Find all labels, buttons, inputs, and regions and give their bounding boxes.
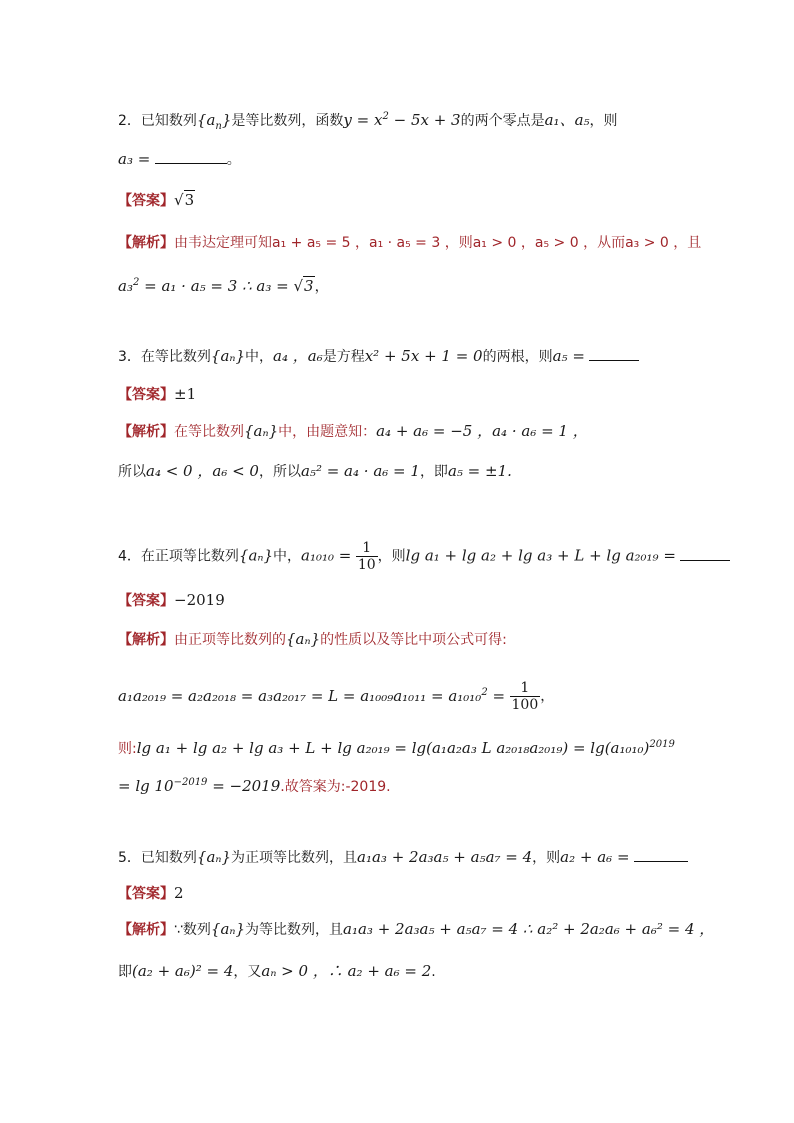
q4-math2: lg a₁ + lg a₂ + lg a₃ + L + lg a₂₀₁₉ = — [405, 546, 676, 565]
q5-expl2-math2: aₙ > 0 ，∴ a₂ + a₆ = 2 — [261, 962, 432, 980]
q4-expl2-math: a₁a₂₀₁₉ = a₂a₂₀₁₈ = a₃a₂₀₁₇ = L = a₁₀₀₉a₁₀₁₁ = a₁₀₁₀$^2$ = — [118, 686, 506, 705]
q4-prefix: 4．在正项等比数列 — [118, 548, 239, 565]
q3-expl2-math2: a₅² = a₄ · a₆ = 1 — [300, 462, 420, 480]
q2-answer-label: 【答案】 — [118, 193, 174, 209]
q4-expl2-fraction: $\frac{1}{100}$ — [511, 680, 539, 713]
q5-answer-label: 【答案】 — [118, 886, 174, 902]
q4-answer-value: −2019 — [174, 591, 225, 609]
q2-line2-end: 。 — [226, 152, 241, 168]
q3-seq: {aₙ} — [210, 347, 246, 365]
q3-expl2-math3: a₅ = ±1. — [447, 462, 512, 480]
q4-text2: ，则 — [377, 548, 406, 565]
q2-expl-line1: 由韦达定理可知a₁ + a₅ = 5 ，a₁ · a₅ = 3 ，则a₁ > 0 ，a₅ > 0 ，从而a₃ > 0 ，且 — [174, 235, 702, 251]
q4-explanation-line4 — [118, 772, 391, 798]
q5-text2: ，则 — [532, 850, 561, 866]
q4-text1: 中， — [273, 548, 302, 565]
q5-seq: {aₙ} — [196, 848, 232, 866]
q4-expl2-end: ， — [540, 688, 555, 705]
q4-seq: {aₙ} — [238, 546, 274, 565]
q2-expl-label: 【解析】 — [118, 235, 174, 251]
q4-expl4-end: .故答案为:-2019. — [280, 779, 391, 795]
q3-text3: 的两根，则 — [482, 349, 553, 365]
q4-explanation-line3 — [118, 734, 675, 760]
q4-answer — [118, 589, 225, 612]
q4-expl4-math: = $\lg 10^{-2019} = -2019$ — [118, 777, 281, 795]
q2-expl-line2: a₃$^2$ = a₁ · a₅ = 3 ∴ a₃ = √3 — [118, 277, 314, 295]
q2-text3: ，则 — [589, 113, 618, 129]
q4-math1: a₁₀₁₀ = — [301, 546, 352, 565]
q3-expl2-text3: ，即 — [419, 464, 448, 480]
q4-expl-text1: 由正项等比数列的 — [174, 632, 286, 648]
q3-expl-seq: {aₙ} — [244, 422, 279, 440]
q2-line1 — [118, 106, 618, 138]
q5-expl2-text2: ，又 — [233, 964, 262, 980]
q3-expl2-text1: 所以 — [118, 464, 146, 480]
q3-answer-value: ±1 — [174, 385, 197, 403]
q5-expl2-text1: 即 — [118, 964, 132, 980]
q5-expl2-math1: (a₂ + a₆)² = 4 — [132, 962, 234, 980]
q4-expl-text2: 的性质以及等比中项公式可得: — [320, 632, 507, 648]
q4-explanation-line1 — [118, 628, 507, 651]
q5-expl-math: a₁a₃ + 2a₃a₅ + a₅a₇ = 4 ∴ a₂² + 2a₂a₆ + a₆² = 4 ， — [343, 920, 715, 938]
q5-math1: a₁a₃ + 2a₃a₅ + a₅a₇ = 4 — [357, 848, 533, 866]
q3-expl2-text2: ，所以 — [258, 464, 301, 480]
q2-seq: $\{a_n\}$ — [196, 111, 232, 132]
q2-answer-value: √3 — [174, 191, 195, 209]
q4-answer-label: 【答案】 — [118, 593, 174, 609]
q3-prefix: 3．在等比数列 — [118, 349, 211, 365]
q3-answer-label: 【答案】 — [118, 387, 174, 403]
q3-math1: a₄ ，a₆ — [273, 347, 323, 365]
q4-expl3-text: 则: — [118, 741, 137, 757]
q3-explanation-line1 — [118, 420, 588, 443]
q2-line2 — [118, 148, 241, 171]
q2-func: $y = x^2 - 5x + 3$ — [343, 111, 461, 129]
q2-prefix: 2．已知数列 — [118, 113, 197, 129]
q3-text1: 中， — [245, 349, 274, 365]
q5-expl-text2: 为等比数列，且 — [245, 922, 344, 938]
q5-explanation-line2 — [118, 960, 436, 983]
q3-expl-label: 【解析】 — [118, 424, 174, 440]
q2-explanation-line1 — [118, 232, 701, 254]
q4-expl-label: 【解析】 — [118, 632, 174, 648]
q4-line1 — [118, 540, 730, 573]
q3-expl-math: a₄ + a₆ = −5 ，a₄ · a₆ = 1 ， — [376, 422, 588, 440]
q4-expl3-math: lg a₁ + lg a₂ + lg a₃ + L + lg a₂₀₁₉ = lg(a₁a₂a₃ L $a_{2018}a_{2019}) = \lg(a_{1010})^{2019}$ — [136, 739, 675, 757]
q2-text1: 是等比数列，函数 — [231, 113, 344, 129]
q3-equation: x² + 5x + 1 = 0 — [364, 347, 483, 365]
q2-roots: a₁、a₅ — [544, 111, 590, 129]
q3-expl-text2: 中，由题意知： — [278, 424, 377, 440]
q3-answer-blank — [589, 346, 639, 361]
q2-answer — [118, 189, 195, 212]
q5-expl-label: 【解析】 — [118, 922, 174, 938]
q5-line1 — [118, 846, 688, 869]
q2-answer-blank — [155, 149, 227, 164]
q5-expl2-end: . — [431, 964, 436, 980]
q3-explanation-line2 — [118, 460, 512, 483]
q3-math2: a₅ = — [552, 347, 585, 365]
q3-text2: 是方程 — [322, 349, 365, 365]
q4-expl-seq: {aₙ} — [286, 630, 321, 648]
q3-answer — [118, 383, 196, 406]
q4-explanation-line2 — [118, 680, 554, 713]
q5-explanation-line1 — [118, 918, 714, 941]
q2-explanation-line2: a₃$^2$ = a₁ · a₅ = 3 ∴ a₃ = √3， — [118, 277, 329, 295]
q3-expl-text1: 在等比数列 — [174, 424, 244, 440]
q4-fraction: $\frac{1}{10}$ — [357, 540, 376, 573]
q5-text1: 为正项等比数列，且 — [231, 850, 358, 866]
q5-expl-seq: {aₙ} — [210, 920, 246, 938]
q2-line2-math: a₃ = — [118, 150, 151, 168]
q5-answer-value: 2 — [174, 884, 184, 902]
q3-line1 — [118, 345, 639, 368]
q5-math2: a₂ + a₆ = — [560, 848, 630, 866]
q3-expl2-math1: a₄ < 0 ，a₆ < 0 — [146, 462, 259, 480]
q5-expl-text1: ∵数列 — [174, 922, 211, 938]
q5-answer — [118, 882, 184, 905]
q2-text2: 的两个零点是 — [460, 113, 545, 129]
q4-answer-blank — [680, 546, 730, 561]
q5-answer-blank — [634, 847, 688, 862]
q5-prefix: 5．已知数列 — [118, 850, 197, 866]
